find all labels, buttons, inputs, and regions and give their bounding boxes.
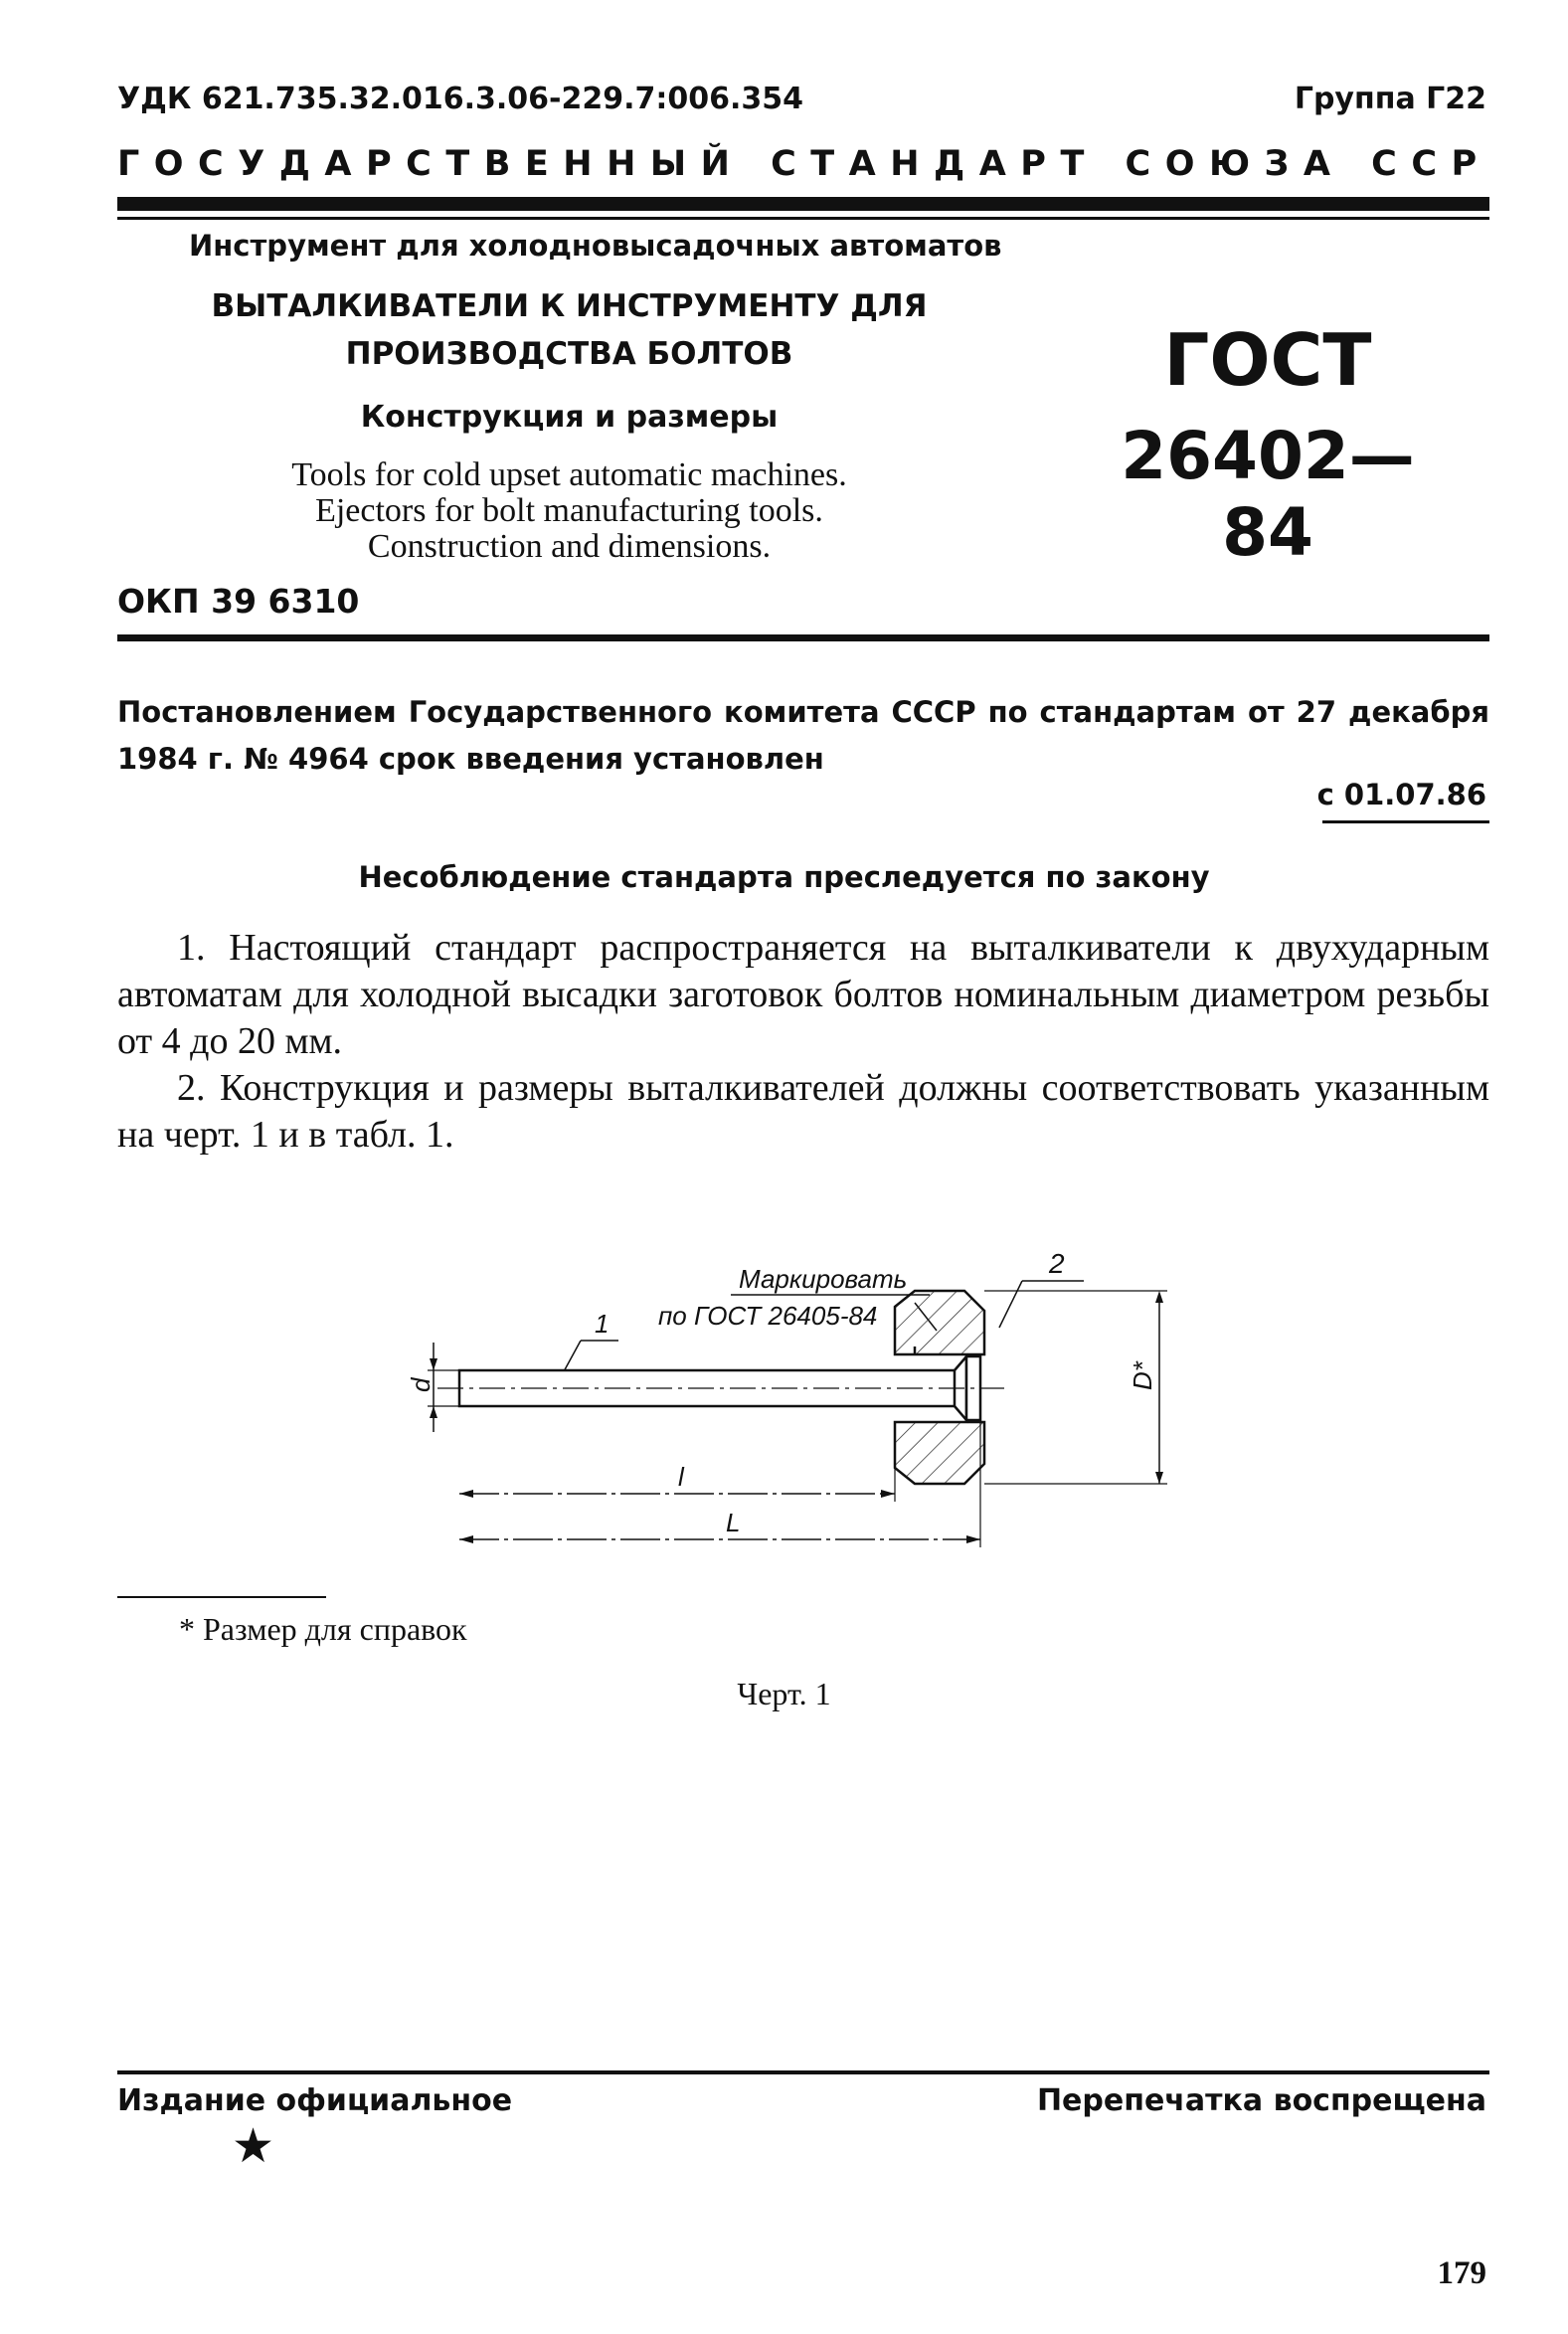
dim-l-arrow-right bbox=[881, 1490, 895, 1498]
paragraph-1: 1. Настоящий стандарт распространяется на выталкиватели к двухударным автоматам для холодной высадки заготовок болтов номинальным диаметром резьбы от 4 до 20 мм. bbox=[117, 927, 1489, 1062]
effective-date: с 01.07.86 bbox=[1316, 778, 1486, 811]
position-1-number: 1 bbox=[595, 1309, 610, 1339]
body-text bbox=[117, 925, 1489, 1159]
dim-d-label: d bbox=[406, 1377, 436, 1392]
marking-label-line-2: по ГОСТ 26405-84 bbox=[658, 1301, 878, 1331]
holder-lower bbox=[895, 1422, 984, 1484]
footnote: * Размер для справок bbox=[179, 1611, 467, 1647]
ejector-drawing bbox=[398, 1233, 1213, 1561]
dim-L-arrow-left bbox=[459, 1535, 473, 1543]
reprint-prohibited: Перепечатка воспрещена bbox=[1036, 2083, 1486, 2118]
dim-d-arrow-top bbox=[430, 1358, 437, 1370]
page-number: 179 bbox=[1437, 2255, 1486, 2291]
title-line-1: ВЫТАЛКИВАТЕЛИ К ИНСТРУМЕНТУ ДЛЯ bbox=[211, 288, 928, 324]
dim-D-label: D* bbox=[1128, 1361, 1157, 1390]
marking-label-line-1: Маркировать bbox=[739, 1264, 908, 1294]
dim-L-arrow-right bbox=[966, 1535, 980, 1543]
udc-code: УДК 621.735.32.016.3.06-229.7:006.354 bbox=[117, 82, 804, 116]
decree-text: Постановлением Государственного комитета СССР по стандартам от 27 декабря 1984 г. № 4964 срок введения установлен bbox=[117, 695, 1489, 776]
gost-label: ГОСТ bbox=[1163, 318, 1372, 402]
english-title bbox=[0, 457, 1138, 565]
position-2-leader bbox=[999, 1281, 1022, 1328]
dim-d-arrow-bottom bbox=[430, 1406, 437, 1418]
dim-l-label: l bbox=[678, 1462, 684, 1492]
star-icon: ★ bbox=[232, 2118, 275, 2174]
okp-code: ОКП 39 6310 bbox=[117, 582, 360, 621]
title-block-rule bbox=[117, 634, 1489, 641]
position-2-callout bbox=[999, 1248, 1084, 1328]
english-title-line-2: Ejectors for bolt manufacturing tools. bbox=[315, 492, 823, 529]
dim-d bbox=[406, 1343, 459, 1432]
header-thin-rule bbox=[117, 217, 1489, 220]
dim-l bbox=[459, 1462, 895, 1502]
dim-D-arrow-top bbox=[1155, 1291, 1163, 1303]
state-standard-heading: ГОСУДАРСТВЕННЫЙ СТАНДАРТ СОЮЗА ССР bbox=[117, 144, 1491, 184]
english-title-line-1: Tools for cold upset automatic machines. bbox=[291, 456, 847, 493]
paragraph-2: 2. Конструкция и размеры выталкивателей должны соответствовать указанным на черт. 1 и в табл. 1. bbox=[117, 1067, 1489, 1156]
figure-caption: Черт. 1 bbox=[737, 1676, 831, 1711]
footnote-rule bbox=[117, 1596, 326, 1598]
date-underline bbox=[1322, 820, 1489, 823]
official-edition: Издание официальное bbox=[117, 2083, 513, 2118]
holder-upper bbox=[895, 1291, 984, 1354]
law-notice: Несоблюдение стандарта преследуется по закону bbox=[358, 860, 1210, 894]
subtitle: Конструкция и размеры bbox=[360, 400, 779, 435]
subject-line: Инструмент для холодновысадочных автоматов bbox=[189, 229, 1002, 263]
header-thick-rule bbox=[117, 197, 1489, 211]
group-code: Группа Г22 bbox=[1294, 82, 1486, 116]
title-line-2: ПРОИЗВОДСТВА БОЛТОВ bbox=[345, 336, 793, 372]
ejector-rod bbox=[437, 1356, 1004, 1420]
position-2-number: 2 bbox=[1049, 1248, 1065, 1279]
footer-rule bbox=[117, 2070, 1489, 2074]
dim-L-label: L bbox=[726, 1508, 741, 1537]
dim-D bbox=[984, 1291, 1167, 1484]
dim-l-arrow-left bbox=[459, 1490, 473, 1498]
english-title-line-3: Construction and dimensions. bbox=[367, 528, 772, 565]
gost-number: 26402—84 bbox=[1121, 418, 1415, 571]
dim-D-arrow-bottom bbox=[1155, 1472, 1163, 1484]
